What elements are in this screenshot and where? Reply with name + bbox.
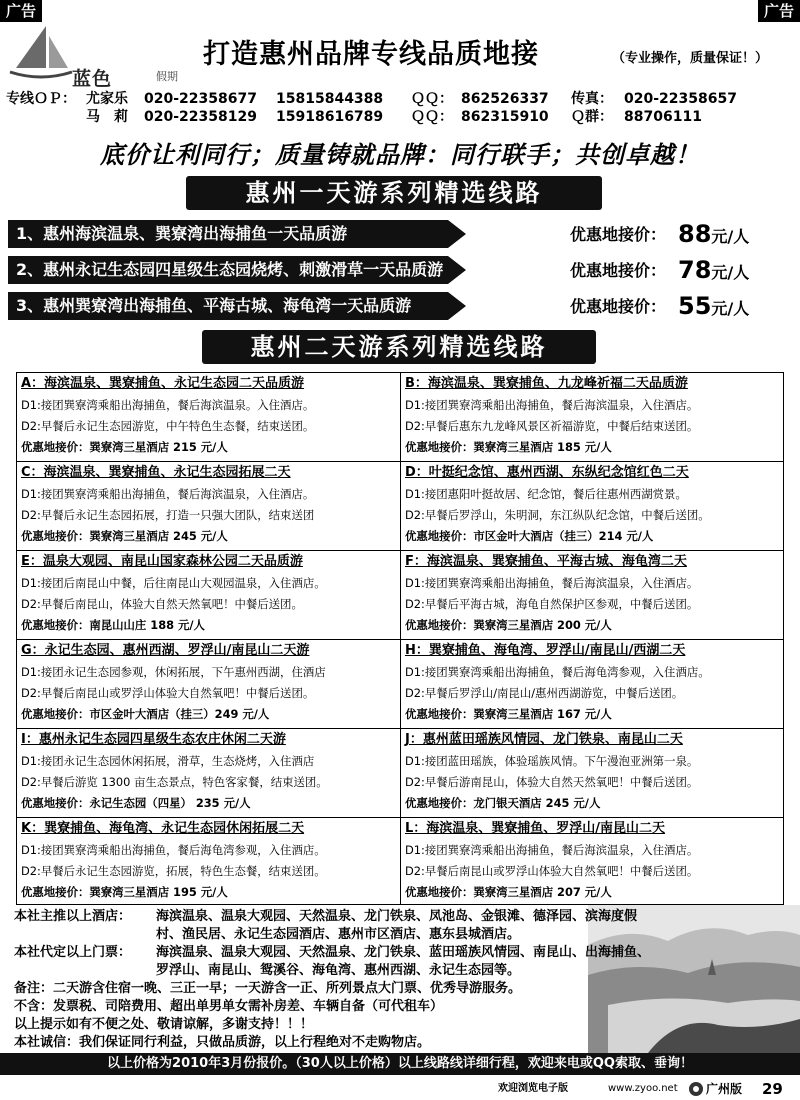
route-card-b bbox=[401, 373, 784, 462]
route-card-f bbox=[401, 551, 784, 640]
price-value bbox=[678, 218, 749, 253]
route-day-1: D1:接团巽寮湾乘船出海捕鱼，餐后海滨温泉。入住酒店。 bbox=[21, 398, 315, 412]
contact-extra: 020-22358657 bbox=[624, 91, 737, 107]
route-day-1: D1:接团巽寮湾乘船出海捕鱼，餐后海龟湾参观，入住酒店。 bbox=[405, 665, 710, 679]
price-unit: 元/人 bbox=[711, 227, 750, 246]
promise-line: 本社诚信：我们保证同行利益，只做品质游，以上行程绝对不走购物店。 bbox=[14, 1035, 431, 1050]
route-title: A：海滨温泉、巽寮捕鱼、永记生态园二天品质游 bbox=[21, 376, 305, 391]
route-price: 优惠地接价：巽寮湾三星酒店 167 元/人 bbox=[405, 707, 612, 721]
route-day-1: D1:接团巽寮湾乘船出海捕鱼，餐后海滨温泉，入住酒店。 bbox=[405, 843, 699, 857]
route-day-1: D1:接团后南昆山中餐，后往南昆山大观园温泉，入住酒店。 bbox=[21, 576, 326, 590]
notes-block bbox=[14, 908, 654, 1052]
contact-extra-label: 传真： bbox=[571, 91, 613, 107]
price-label: 优惠地接价： bbox=[570, 225, 667, 244]
route-card-j bbox=[401, 729, 784, 818]
route-day-2: D2:早餐后永记生态园拓展，打造一只强大团队，结束送团 bbox=[21, 508, 315, 522]
route-day-1: D1:接团蓝田瑶族，体验瑶族风情。下午漫泡亚洲第一泉。 bbox=[405, 754, 699, 768]
price-number: 88 bbox=[678, 220, 712, 248]
route-day-2: D2:早餐后游览 1300 亩生态景点，特色客家餐，结束送团。 bbox=[21, 775, 328, 789]
price-number: 78 bbox=[678, 256, 712, 284]
headline-note: （专业操作，质量保证！） bbox=[612, 51, 769, 66]
price-value bbox=[678, 290, 749, 325]
route-day-1: D1:接团巽寮湾乘船出海捕鱼，餐后海龟湾参观，入住酒店。 bbox=[21, 843, 326, 857]
route-price: 优惠地接价：巽寮湾三星酒店 245 元/人 bbox=[21, 529, 228, 543]
contact-extra-label: Ｑ群： bbox=[571, 109, 613, 125]
route-title: I：惠州永记生态园四星级生态农庄休闲二天游 bbox=[21, 732, 286, 747]
apology-line: 以上提示如有不便之处、敬请谅解，多谢支持！！！ bbox=[14, 1017, 314, 1032]
two-day-route-grid bbox=[16, 372, 784, 905]
slogan: 底价让利同行；质量铸就品牌：同行联手；共创卓越！ bbox=[100, 141, 700, 169]
route-day-2: D2:早餐后南昆山或罗浮山体验大自然氧吧！中餐后送团。 bbox=[405, 864, 699, 878]
contact-name: 马 莉 bbox=[86, 109, 128, 125]
logo-brand-sub: 假期 bbox=[156, 70, 178, 83]
contact-row-2 bbox=[6, 108, 794, 126]
route-title: E：温泉大观园、南昆山国家森林公园二天品质游 bbox=[21, 554, 303, 569]
tickets-label: 本社代定以上门票： bbox=[14, 945, 132, 960]
route-price: 优惠地接价：市区金叶大酒店（挂三）249 元/人 bbox=[21, 707, 270, 721]
contact-name: 尤家乐 bbox=[86, 91, 128, 107]
route-day-2: D2:早餐后平海古城，海龟自然保护区参观，中餐后送团。 bbox=[405, 597, 699, 611]
route-title: K：巽寮捕鱼、海龟湾、永记生态园休闲拓展二天 bbox=[21, 821, 305, 836]
route-title: H：巽寮捕鱼、海龟湾、罗浮山/南昆山/西湖二天 bbox=[405, 643, 686, 658]
route-day-2: D2:早餐后永记生态园游览，拓展，特色生态餐，结束送团。 bbox=[21, 864, 326, 878]
price-unit: 元/人 bbox=[711, 263, 750, 282]
remark-line bbox=[14, 980, 654, 998]
route-title: D：叶挺纪念馆、惠州西湖、东纵纪念馆红色二天 bbox=[405, 465, 689, 480]
route-day-2: D2:早餐后罗浮山，朱明洞，东江纵队纪念馆，中餐后送团。 bbox=[405, 508, 710, 522]
route-card-d bbox=[401, 462, 784, 551]
hotels-list: 海滨温泉、温泉大观园、天然温泉、龙门铁泉、凤池岛、金银滩、德泽园、滨海度假村、渔民居、永记生态园酒店、惠州市区酒店、惠东县城酒店。 bbox=[156, 909, 638, 942]
price-number: 55 bbox=[678, 292, 712, 320]
page-number: 29 bbox=[762, 1080, 783, 1098]
route-card-a bbox=[17, 373, 401, 462]
contact-mobile: 15918616789 bbox=[276, 109, 384, 125]
logo bbox=[6, 24, 196, 88]
exclude-line bbox=[14, 998, 654, 1016]
contact-phone: 020-22358129 bbox=[144, 109, 257, 125]
route-card-k bbox=[17, 818, 401, 905]
one-day-route bbox=[8, 290, 792, 322]
ad-tag-right: 广告 bbox=[758, 0, 800, 22]
contact-label: 专线ＯＰ： bbox=[6, 91, 76, 107]
price-label: 优惠地接价： bbox=[570, 297, 667, 316]
route-price: 优惠地接价：巽寮湾三星酒店 185 元/人 bbox=[405, 440, 612, 454]
route-price: 优惠地接价：巽寮湾三星酒店 200 元/人 bbox=[405, 618, 612, 632]
page-footer bbox=[0, 1078, 800, 1100]
hotels-label: 本社主推以上酒店： bbox=[14, 909, 132, 924]
route-name: 2、惠州永记生态园四星级生态园烧烤、刺激滑草一天品质游 bbox=[8, 256, 448, 284]
route-card-e bbox=[17, 551, 401, 640]
tickets-row bbox=[14, 944, 654, 980]
contact-qq: 862526337 bbox=[461, 91, 549, 107]
route-title: L：海滨温泉、巽寮捕鱼、罗浮山/南昆山二天 bbox=[405, 821, 666, 836]
contact-mobile: 15815844388 bbox=[276, 91, 384, 107]
route-price: 优惠地接价：龙门银天酒店 245 元/人 bbox=[405, 796, 601, 810]
page-title: 打造惠州品牌专线品质地接 bbox=[203, 39, 539, 70]
contact-qq-label: ＱＱ： bbox=[411, 109, 453, 125]
route-price: 优惠地接价：巽寮湾三星酒店 195 元/人 bbox=[21, 885, 228, 899]
route-price: 优惠地接价：市区金叶大酒店（挂三）214 元/人 bbox=[405, 529, 654, 543]
route-card-c bbox=[17, 462, 401, 551]
route-price: 优惠地接价：巽寮湾三星酒店 215 元/人 bbox=[21, 440, 228, 454]
remark-label: 备注： bbox=[14, 981, 54, 996]
route-title: B：海滨温泉、巽寮捕鱼、九龙峰祈福二天品质游 bbox=[405, 376, 688, 391]
price-label: 优惠地接价： bbox=[570, 261, 667, 280]
route-title: G：永记生态园、惠州西湖、罗浮山/南昆山二天游 bbox=[21, 643, 310, 658]
contact-row-1 bbox=[6, 90, 794, 108]
ad-tag-left: 广告 bbox=[0, 0, 42, 22]
route-day-1: D1:接团永记生态园参观，休闲拓展，下午惠州西湖，住酒店 bbox=[21, 665, 326, 679]
route-day-1: D1:接团巽寮湾乘船出海捕鱼，餐后海滨温泉，入住酒店。 bbox=[21, 487, 315, 501]
section-title-one-day: 惠州一天游系列精选线路 bbox=[186, 176, 602, 210]
contact-extra: 88706111 bbox=[624, 109, 702, 125]
route-day-2: D2:早餐后南昆山或罗浮山体验大自然氧吧！中餐后送团。 bbox=[21, 686, 315, 700]
publisher-logo-icon bbox=[688, 1081, 704, 1097]
route-day-2: D2:早餐后永记生态园游览，中午特色生态餐，结束送团。 bbox=[21, 419, 315, 433]
contact-qq: 862315910 bbox=[461, 109, 549, 125]
route-day-1: D1:接团巽寮湾乘船出海捕鱼，餐后海滨温泉，入住酒店。 bbox=[405, 398, 699, 412]
price-value bbox=[678, 254, 749, 289]
price-note-bar: 以上价格为2010年3月份报价。（30人以上价格）以上线路线详细行程，欢迎来电或QQ索取、垂询！ bbox=[0, 1053, 800, 1075]
section-title-two-day: 惠州二天游系列精选线路 bbox=[202, 330, 596, 364]
route-title: J：惠州蓝田瑶族风情园、龙门铁泉、南昆山二天 bbox=[405, 732, 683, 747]
footer-ebook-text: 欢迎浏览电子版 bbox=[498, 1083, 568, 1094]
one-day-route bbox=[8, 254, 792, 286]
route-title: F：海滨温泉、巽寮捕鱼、平海古城、海龟湾二天 bbox=[405, 554, 687, 569]
route-day-2: D2:早餐后罗浮山/南昆山/惠州西湖游览，中餐后送团。 bbox=[405, 686, 684, 700]
exclude-text: 发票税、司陪费用、超出单男单女需补房差、车辆自备（可代租车） bbox=[53, 999, 444, 1014]
route-card-h bbox=[401, 640, 784, 729]
exclude-label: 不含： bbox=[14, 999, 54, 1014]
route-day-2: D2:早餐后游南昆山，体验大自然天然氧吧！中餐后送团。 bbox=[405, 775, 699, 789]
sailboat-icon bbox=[6, 24, 76, 88]
one-day-route bbox=[8, 218, 792, 250]
route-day-1: D1:接团惠阳叶挺故居、纪念馆，餐后往惠州西湖赏景。 bbox=[405, 487, 687, 501]
route-price: 优惠地接价：永记生态园（四星） 235 元/人 bbox=[21, 796, 251, 810]
price-unit: 元/人 bbox=[711, 299, 750, 318]
route-name: 1、惠州海滨温泉、巽寮湾出海捕鱼一天品质游 bbox=[8, 220, 448, 248]
hotels-row bbox=[14, 908, 654, 944]
route-card-g bbox=[17, 640, 401, 729]
logo-brand: 蓝色 bbox=[72, 68, 113, 90]
route-price: 优惠地接价：南昆山山庄 188 元/人 bbox=[21, 618, 205, 632]
footer-site-link[interactable]: www.zyoo.net bbox=[608, 1083, 678, 1094]
remark-text: 二天游含住宿一晚、三正一早；一天游含一正、所列景点大门票、优秀导游服务。 bbox=[53, 981, 522, 996]
route-day-1: D1:接团永记生态园休闲拓展，滑草，生态烧烤，入住酒店 bbox=[21, 754, 315, 768]
contact-qq-label: ＱＱ： bbox=[411, 91, 453, 107]
contact-phone: 020-22358677 bbox=[144, 91, 257, 107]
footer-region: 广州版 bbox=[706, 1082, 743, 1096]
route-day-2: D2:早餐后惠东九龙峰风景区祈福游览，中餐后结束送团。 bbox=[405, 419, 699, 433]
tickets-list: 海滨温泉、温泉大观园、天然温泉、龙门铁泉、蓝田瑶族风情园、南昆山、出海捕鱼、罗浮山、南昆山、鸳溪谷、海龟湾、惠州西湖、永记生态园等。 bbox=[156, 945, 651, 978]
route-price: 优惠地接价：巽寮湾三星酒店 207 元/人 bbox=[405, 885, 612, 899]
route-card-l bbox=[401, 818, 784, 905]
route-title: C：海滨温泉、巽寮捕鱼、永记生态园拓展二天 bbox=[21, 465, 291, 480]
route-day-2: D2:早餐后南昆山，体验大自然天然氧吧！中餐后送团。 bbox=[21, 597, 303, 611]
route-day-1: D1:接团巽寮湾乘船出海捕鱼，餐后海滨温泉，入住酒店。 bbox=[405, 576, 699, 590]
route-name: 3、惠州巽寮湾出海捕鱼、平海古城、海龟湾一天品质游 bbox=[8, 292, 448, 320]
route-card-i bbox=[17, 729, 401, 818]
